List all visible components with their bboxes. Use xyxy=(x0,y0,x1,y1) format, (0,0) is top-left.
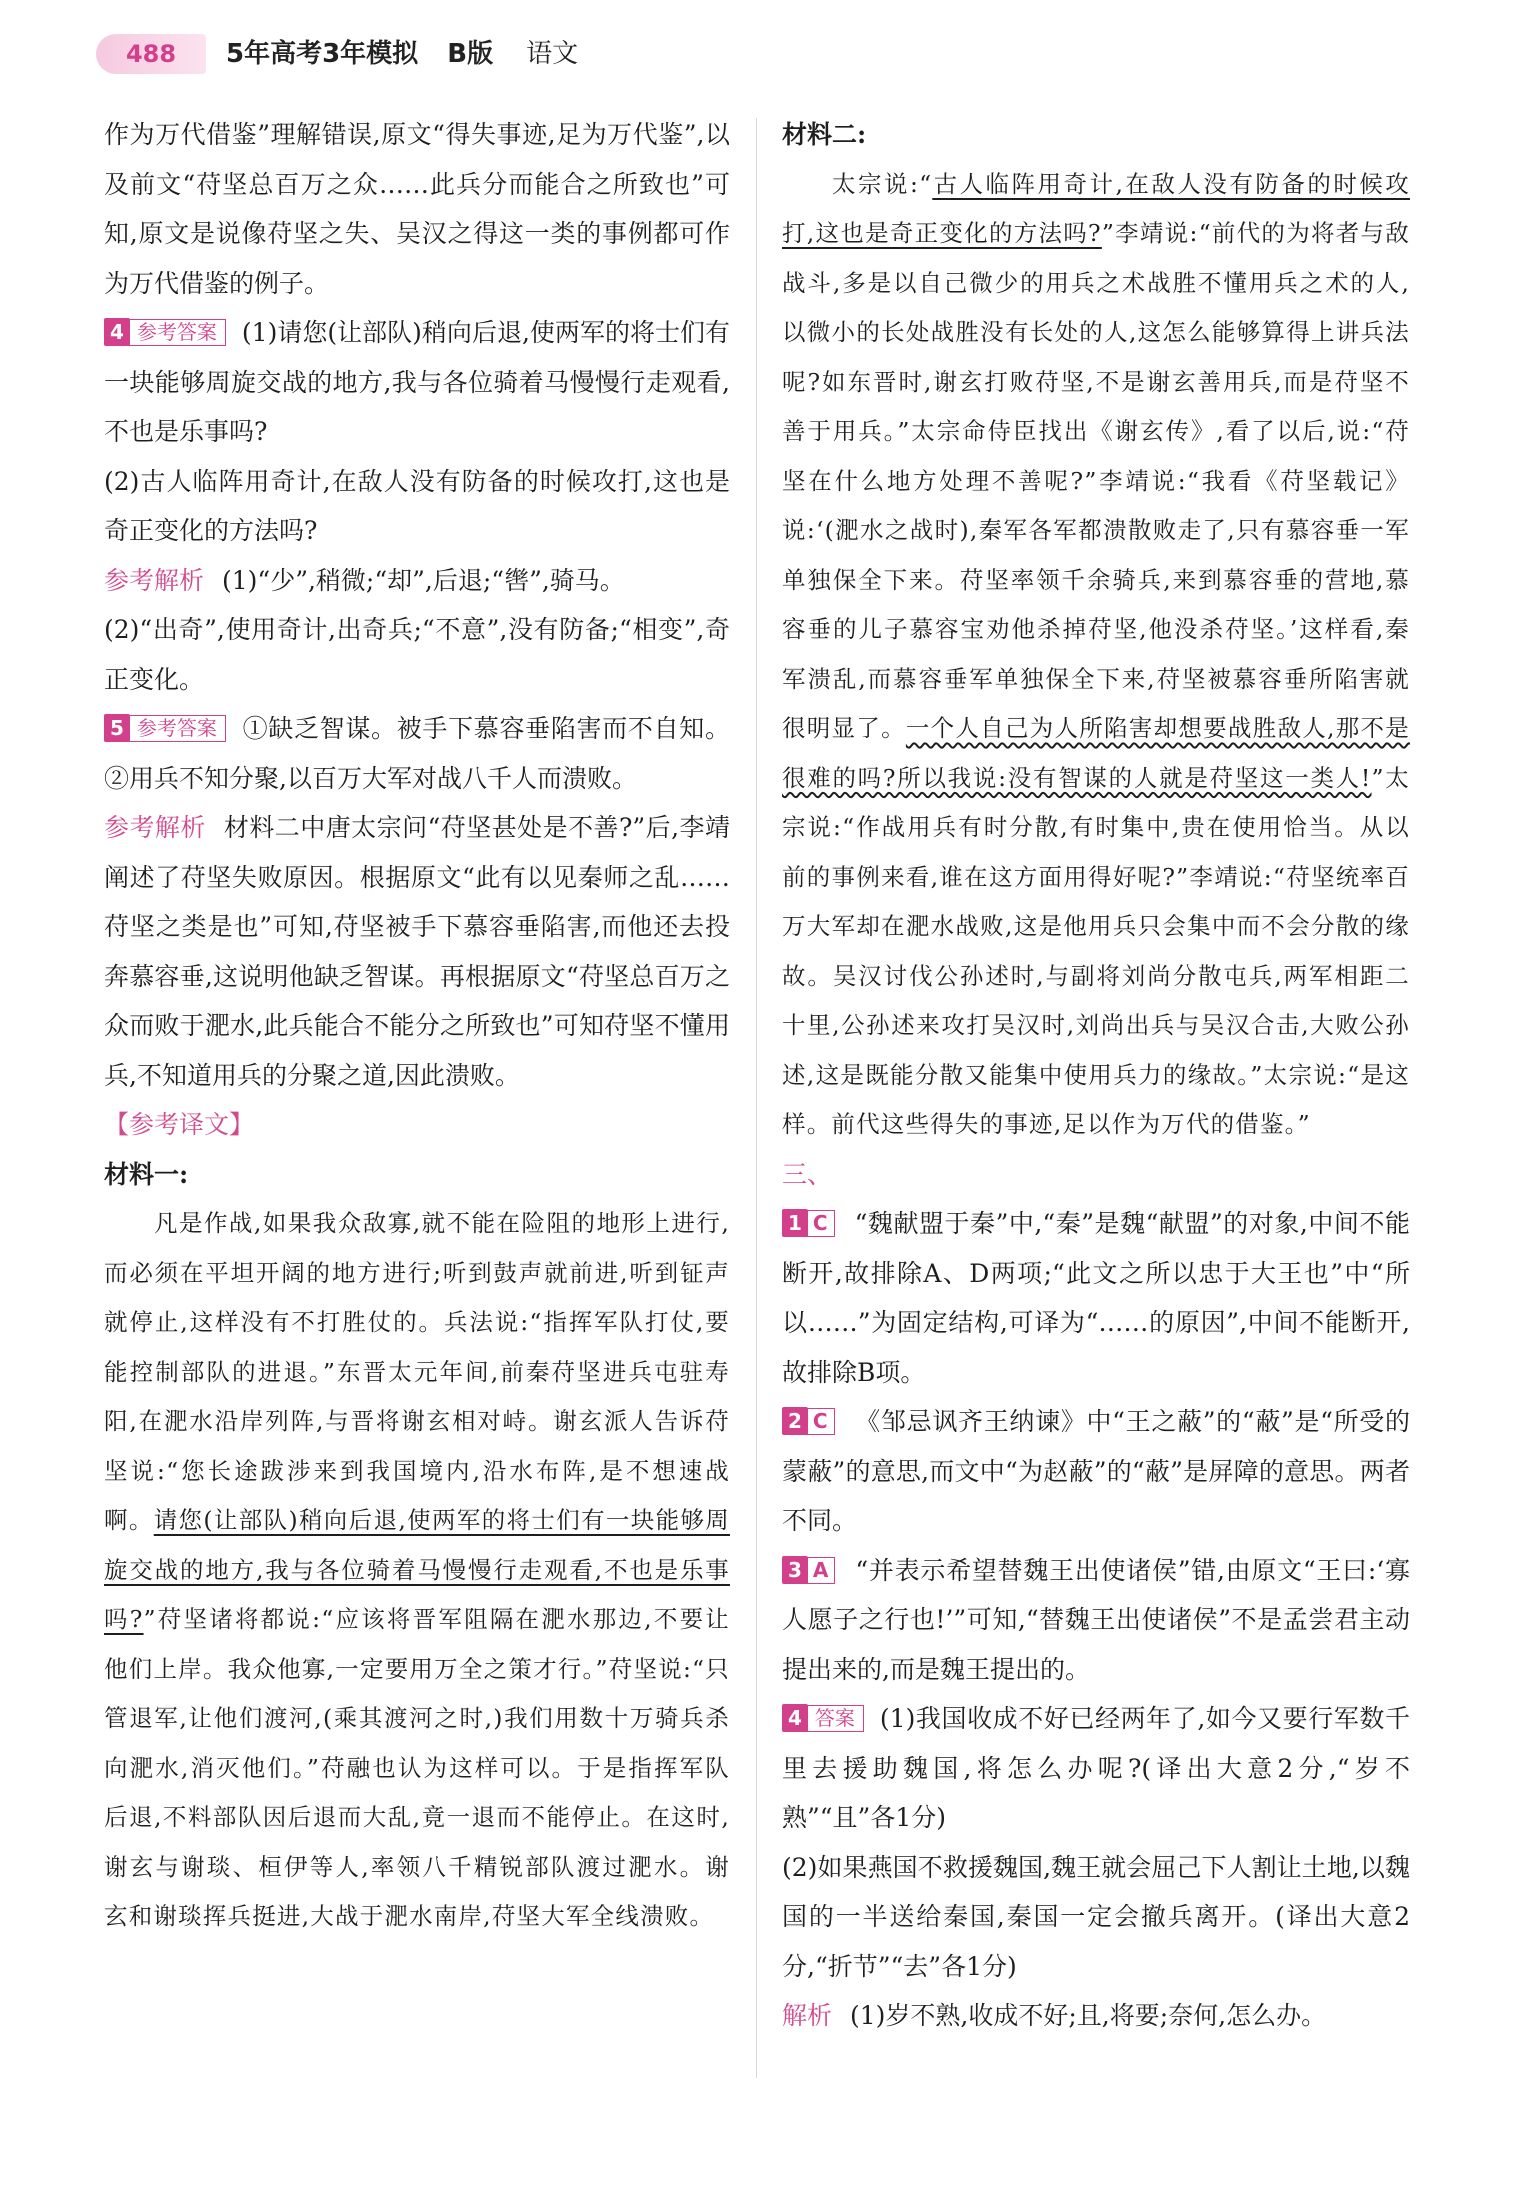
book-edition: B版 xyxy=(447,39,494,69)
q4-answer-1: (1)请您(让部队)稍向后退,使两军的将士们有一块能够周旋交战的地方,我与各位骑着马慢慢行走观看,不也是乐事吗? xyxy=(104,318,730,446)
s3-q2-text: 《邹忌讽齐王纳谏》中“王之蔽”的“蔽”是“所受的蒙蔽”的意思,而文中“为赵蔽”的“蔽”是屏障的意思。两者不同。 xyxy=(782,1407,1410,1535)
s3-q3-text: “并表示希望替魏王出使诸侯”错,由原文“王曰:‘寡人愿子之行也!’”可知,“替魏王出使诸侯”不是孟尝君主动提出来的,而是魏王提出的。 xyxy=(782,1555,1410,1684)
s3-q1-text: “魏献盟于秦”中,“秦”是魏“献盟”的对象,中间不能断开,故排除A、D两项;“此文之所以忠于大王也”中“所以……”为固定结构,可译为“……的原因”,中间不能断开,故排除B项。 xyxy=(782,1209,1410,1387)
material1-heading: 材料一: xyxy=(104,1159,189,1189)
book-title xyxy=(226,34,578,74)
translation-heading: 【参考译文】 xyxy=(104,1110,255,1139)
material2-translation xyxy=(782,160,1410,1150)
s3-q2-number-badge: 2 xyxy=(782,1407,808,1435)
left-column xyxy=(104,110,730,1942)
q5-analysis-label: 参考解析 xyxy=(104,813,206,842)
s3-q4-answer-2: (2)如果燕国不救援魏国,魏王就会屈己下人割让土地,以魏国的一半送给秦国,秦国一定会撤兵离开。(译出大意2分,“折节”“去”各1分) xyxy=(782,1852,1410,1981)
s3-q1-paragraph xyxy=(782,1199,1410,1397)
intro-paragraph: 作为万代借鉴”理解错误,原文“得失事迹,足为万代鉴”,以及前文“苻坚总百万之众……此兵分而能合之所致也”可知,原文是说像苻坚之失、吴汉之得这一类的事例都可作为万代借鉴的例子。 xyxy=(104,120,730,298)
material2-text-1: ”李靖说:“前代的为将者与敌战斗,多是以自己微少的用兵之术战胜不懂用兵之术的人,以微小的长处战胜没有长处的人,这怎么能够算得上讲兵法呢?如东晋时,谢玄打败苻坚,不是谢玄善用兵,而是苻坚不善于用兵。”太宗命侍臣找出《谢玄传》,看了以后,说:“苻坚在什么地方处理不善呢?”李靖说:“我看《苻坚载记》说:‘(淝水之战时),秦军各军都溃散败走了,只有慕容垂一军单独保全下来。苻坚率领千余骑兵,来到慕容垂的营地,慕容垂的儿子慕容宝劝他杀掉苻坚,他没杀苻坚。’这样看,秦军溃乱,而慕容垂军单独保全下来,苻坚被慕容垂所陷害就很明显了。 xyxy=(782,219,1410,742)
s3-q4-analysis-paragraph xyxy=(782,1991,1410,2041)
material1-underlined-sentence: 请您(让部队)稍向后退,使两军的将士们有一块能够周旋交战的地方,我与各位骑着马慢慢行走观看,不也是乐事吗? xyxy=(104,1506,730,1633)
q5-number-badge: 5 xyxy=(104,714,130,742)
q4-analysis-paragraph xyxy=(104,556,730,606)
s3-q1-number-badge: 1 xyxy=(782,1209,808,1237)
material2-text-pre: 太宗说:“ xyxy=(832,169,933,198)
q5-answer-tag: 参考答案 xyxy=(128,715,226,742)
q5-analysis: 材料二中唐太宗问“苻坚甚处是不善?”后,李靖阐述了苻坚失败原因。根据原文“此有以见秦师之乱……苻坚之类是也”可知,苻坚被手下慕容垂陷害,而他还去投奔慕容垂,这说明他缺乏智谋。再根据原文“苻坚总百万之众而败于淝水,此兵能合不能分之所致也”可知苻坚不懂用兵,不知道用兵的分聚之道,因此溃败。 xyxy=(104,813,730,1090)
s3-q3-number-badge: 3 xyxy=(782,1556,808,1584)
q5-analysis-paragraph xyxy=(104,803,730,1100)
q4-answer-2: (2)古人临阵用奇计,在敌人没有防备的时候攻打,这也是奇正变化的方法吗? xyxy=(104,466,730,545)
q4-analysis-label: 参考解析 xyxy=(104,565,205,595)
section3-heading: 三、 xyxy=(782,1159,833,1189)
material1-translation xyxy=(104,1199,730,1942)
book-subject: 语文 xyxy=(526,39,579,69)
s3-q3-paragraph xyxy=(782,1546,1410,1695)
material2-text-2: ”太宗说:“作战用兵有时分散,有时集中,贵在使用恰当。从以前的事例来看,谁在这方面用得好呢?”李靖说:“苻坚统率百万大军却在淝水战败,这是他用兵只会集中而不会分散的缘故。吴汉讨伐公孙述时,与副将刘尚分散屯兵,两军相距二十里,公孙述来攻打吴汉时,刘尚出兵与吴汉合击,大败公孙述,这是既能分散又能集中使用兵力的缘故。”太宗说:“是这样。前代这些得失的事迹,足以作为万代的借鉴。” xyxy=(782,763,1410,1138)
material2-underlined-sentence: 古人临阵用奇计,在敌人没有防备的时候攻打,这也是奇正变化的方法吗? xyxy=(782,169,1410,247)
s3-q4-answer-tag: 答案 xyxy=(806,1705,864,1732)
q4-answer-tag: 参考答案 xyxy=(128,319,226,346)
s3-q2-paragraph xyxy=(782,1397,1410,1546)
s3-q4-analysis: (1)岁不熟,收成不好;且,将要;奈何,怎么办。 xyxy=(850,2001,1327,2030)
s3-q3-answer-letter: A xyxy=(806,1557,835,1584)
s3-q4-number-badge: 4 xyxy=(782,1704,808,1732)
material1-text-1: 凡是作战,如果我众敌寡,就不能在险阻的地形上进行,而必须在平坦开阔的地方进行;听到鼓声就前进,听到钲声就停止,这样没有不打胜仗的。兵法说:“指挥军队打仗,要能控制部队的进退。”东晋太元年间,前秦苻坚进兵屯驻寿阳,在淝水沿岸列阵,与晋将谢玄相对峙。谢玄派人告诉苻坚说:“您长途跋涉来到我国境内,沿水布阵,是不想速战啊。 xyxy=(104,1209,730,1534)
s3-q4-analysis-label: 解析 xyxy=(782,2001,833,2030)
material1-text-2: ”苻坚诸将都说:“应该将晋军阻隔在淝水那边,不要让他们上岸。我众他寡,一定要用万全之策才行。”苻坚说:“只管退军,让他们渡河,(乘其渡河之时,)我们用数十万骑兵杀向淝水,消灭他们。”苻融也认为这样可以。于是指挥军队后退,不料部队因后退而大乱,竟一退而不能停止。在这时,谢玄与谢琰、桓伊等人,率领八千精锐部队渡过淝水。谢玄和谢琰挥兵挺进,大战于淝水南岸,苻坚大军全线溃败。 xyxy=(104,1605,730,1930)
page-number: 488 xyxy=(96,34,206,74)
q5-answer: ①缺乏智谋。被手下慕容垂陷害而不自知。②用兵不知分聚,以百万大军对战八千人而溃败。 xyxy=(104,714,730,793)
s3-q4-answer-1: (1)我国收成不好已经两年了,如今又要行军数千里去援助魏国,将怎么办呢?(译出大意2分,“岁不熟”“且”各1分) xyxy=(782,1704,1410,1832)
s3-q1-answer-letter: C xyxy=(806,1210,835,1237)
material2-wavy-sentence: 一个人自己为人所陷害却想要战胜敌人,那不是很难的吗?所以我说:没有智谋的人就是苻坚这一类人! xyxy=(782,714,1411,792)
s3-q4-paragraph xyxy=(782,1694,1410,1843)
q4-analysis-1: (1)“少”,稍微;“却”,后退;“辔”,骑马。 xyxy=(222,565,625,595)
material2-heading: 材料二: xyxy=(782,120,867,149)
column-divider xyxy=(756,118,757,2078)
q4-number-badge: 4 xyxy=(104,318,130,346)
s3-q2-answer-letter: C xyxy=(806,1408,835,1435)
q5-answer-paragraph xyxy=(104,704,730,803)
q4-analysis-2: (2)“出奇”,使用奇计,出奇兵;“不意”,没有防备;“相变”,奇正变化。 xyxy=(104,615,730,694)
right-column xyxy=(782,110,1410,2041)
book-title-text: 5年高考3年模拟 xyxy=(226,39,419,69)
page-header xyxy=(0,0,1522,105)
q4-answer-paragraph xyxy=(104,308,730,457)
